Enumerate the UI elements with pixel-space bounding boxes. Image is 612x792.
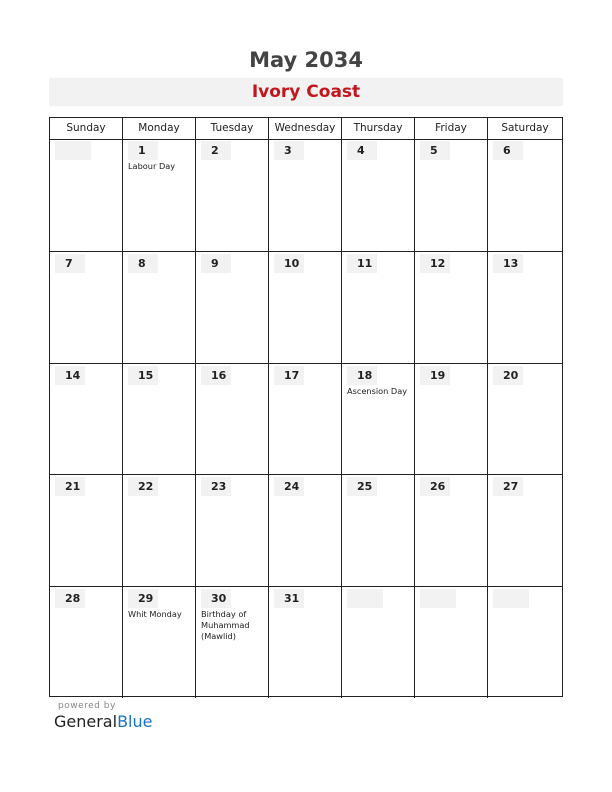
empty-day-cell: [414, 586, 487, 698]
day-cell-17: [268, 363, 341, 475]
day-number: [55, 141, 91, 160]
holiday-label: Ascension Day: [347, 385, 408, 396]
day-cell-1: [122, 139, 195, 251]
day-cell-25: [341, 474, 414, 586]
day-number: 16: [201, 366, 231, 385]
day-cell-9: [195, 251, 268, 363]
day-number: 5: [420, 141, 450, 160]
day-number: 27: [493, 477, 523, 496]
brand-general-text: General: [54, 712, 118, 731]
day-number: 29: [128, 589, 158, 608]
day-cell-6: [487, 139, 562, 251]
day-number: 7: [55, 254, 85, 273]
day-cell-23: [195, 474, 268, 586]
day-number: 22: [128, 477, 158, 496]
day-cell-16: [195, 363, 268, 475]
day-number: 23: [201, 477, 231, 496]
day-number: 4: [347, 141, 377, 160]
weekday-friday: Friday: [414, 118, 487, 139]
day-number: 28: [55, 589, 85, 608]
country-name: Ivory Coast: [251, 82, 361, 102]
day-number: 6: [493, 141, 523, 160]
day-number: 20: [493, 366, 523, 385]
day-cell-24: [268, 474, 341, 586]
calendar-grid: [49, 117, 563, 697]
day-number: 25: [347, 477, 377, 496]
day-cell-11: [341, 251, 414, 363]
empty-day-cell: [50, 139, 122, 251]
generalblue-logo[interactable]: [54, 712, 152, 731]
day-cell-27: [487, 474, 562, 586]
day-cell-31: [268, 586, 341, 698]
day-cell-15: [122, 363, 195, 475]
country-banner: [49, 78, 563, 106]
day-number: 14: [55, 366, 85, 385]
weekday-tuesday: Tuesday: [195, 118, 268, 139]
day-cell-20: [487, 363, 562, 475]
day-cell-14: [50, 363, 122, 475]
day-cell-21: [50, 474, 122, 586]
day-number: 26: [420, 477, 450, 496]
day-cell-29: [122, 586, 195, 698]
empty-day-cell: [341, 586, 414, 698]
day-number: 10: [274, 254, 304, 273]
weekday-sunday: Sunday: [66, 122, 106, 134]
day-cell-8: [122, 251, 195, 363]
empty-day-cell: [487, 586, 562, 698]
holiday-label: Birthday of Muhammad (Mawlid): [201, 609, 250, 642]
day-cell-22: [122, 474, 195, 586]
day-cell-3: [268, 139, 341, 251]
day-number: 8: [128, 254, 158, 273]
weekday-thursday: Thursday: [341, 118, 414, 139]
day-number: 18: [347, 366, 377, 385]
day-cell-30: [195, 586, 268, 698]
weekday-monday: Monday: [122, 118, 195, 139]
day-number: 19: [420, 366, 450, 385]
day-number: 30: [201, 589, 231, 608]
powered-by-label: powered by: [58, 701, 116, 711]
day-cell-28: [50, 586, 122, 698]
day-cell-19: [414, 363, 487, 475]
weekday-saturday: Saturday: [487, 118, 562, 139]
day-number: [420, 589, 456, 608]
day-number: 21: [55, 477, 85, 496]
day-number: 11: [347, 254, 377, 273]
day-number: 3: [274, 141, 304, 160]
day-number: 31: [274, 589, 304, 608]
brand-blue-text: Blue: [117, 712, 153, 731]
day-number: 24: [274, 477, 304, 496]
holiday-label: Whit Monday: [128, 609, 182, 620]
day-number: 1: [128, 141, 158, 160]
day-number: 9: [201, 254, 231, 273]
holiday-label: Labour Day: [128, 161, 176, 171]
day-number: 13: [493, 254, 523, 273]
day-cell-18: [341, 363, 414, 475]
day-cell-2: [195, 139, 268, 251]
day-cell-26: [414, 474, 487, 586]
weekday-header-row: [50, 118, 562, 140]
day-number: 17: [274, 366, 304, 385]
day-number: 15: [128, 366, 158, 385]
day-cell-4: [341, 139, 414, 251]
day-cell-5: [414, 139, 487, 251]
day-number: 2: [201, 141, 231, 160]
day-cell-10: [268, 251, 341, 363]
day-number: 12: [420, 254, 450, 273]
day-cell-7: [50, 251, 122, 363]
day-number: [347, 589, 383, 608]
calendar-title: May 2034: [249, 48, 363, 72]
day-cell-13: [487, 251, 562, 363]
day-cell-12: [414, 251, 487, 363]
weekday-wednesday: Wednesday: [268, 118, 341, 139]
day-number: [493, 589, 529, 608]
